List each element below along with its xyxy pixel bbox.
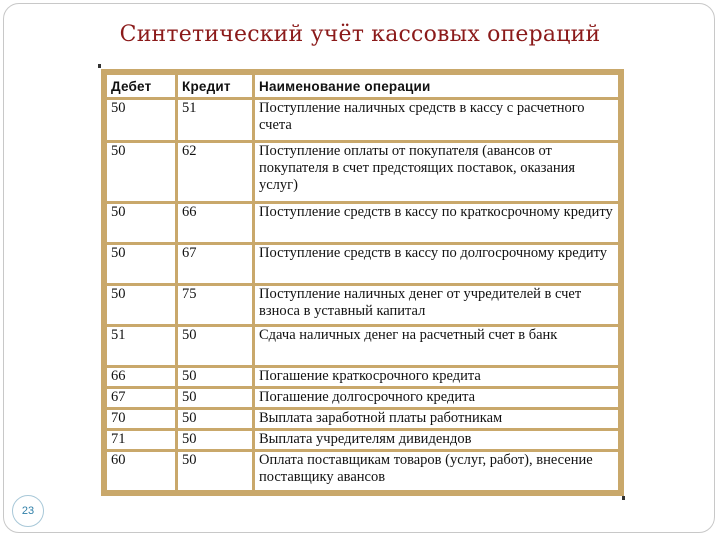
table-row (107, 389, 618, 407)
table-row (107, 245, 618, 283)
operations-table (104, 72, 621, 493)
page-number-badge: 23 (12, 495, 44, 527)
cell-debit: 67 (107, 389, 175, 407)
cell-debit: 50 (107, 143, 175, 201)
corner-tick-top-left (98, 64, 101, 68)
cell-operation-name: Погашение краткосрочного кредита (255, 368, 618, 386)
cell-credit: 50 (178, 368, 252, 386)
cell-operation-name: Оплата поставщикам товаров (услуг, работ), внесение поставщику авансов (255, 452, 618, 490)
cell-credit: 50 (178, 327, 252, 365)
cell-credit: 51 (178, 100, 252, 140)
cell-debit: 66 (107, 368, 175, 386)
cell-credit: 50 (178, 410, 252, 428)
header-credit: Кредит (178, 75, 252, 97)
slide-title: Синтетический учёт кассовых операций (119, 22, 601, 47)
table-row (107, 327, 618, 365)
table-row (107, 286, 618, 324)
table-header-row (107, 75, 618, 97)
cell-operation-name: Поступление оплаты от покупателя (авансов от покупателя в счет предстоящих поставок, оказания услуг) (255, 143, 618, 201)
table-row (107, 452, 618, 490)
cell-credit: 50 (178, 389, 252, 407)
table-row (107, 410, 618, 428)
cell-operation-name: Выплата учредителям дивидендов (255, 431, 618, 449)
operations-table-panel (101, 69, 624, 496)
cell-debit: 50 (107, 100, 175, 140)
cell-operation-name: Выплата заработной платы работникам (255, 410, 618, 428)
cell-operation-name: Поступление наличных денег от учредителей в счет взноса в уставный капитал (255, 286, 618, 324)
cell-operation-name: Поступление наличных средств в кассу с расчетного счета (255, 100, 618, 140)
cell-debit: 50 (107, 286, 175, 324)
cell-credit: 50 (178, 452, 252, 490)
header-operation-name: Наименование операции (255, 75, 618, 97)
cell-credit: 50 (178, 431, 252, 449)
cell-debit: 71 (107, 431, 175, 449)
cell-operation-name: Сдача наличных денег на расчетный счет в банк (255, 327, 618, 365)
table-row (107, 143, 618, 201)
cell-debit: 60 (107, 452, 175, 490)
table-row (107, 368, 618, 386)
cell-credit: 75 (178, 286, 252, 324)
cell-operation-name: Поступление средств в кассу по краткосрочному кредиту (255, 204, 618, 242)
table-row (107, 204, 618, 242)
corner-tick-bottom-right (622, 496, 625, 500)
cell-debit: 70 (107, 410, 175, 428)
cell-debit: 50 (107, 245, 175, 283)
cell-debit: 51 (107, 327, 175, 365)
cell-credit: 66 (178, 204, 252, 242)
cell-debit: 50 (107, 204, 175, 242)
table-row (107, 431, 618, 449)
cell-operation-name: Поступление средств в кассу по долгосрочному кредиту (255, 245, 618, 283)
cell-credit: 67 (178, 245, 252, 283)
header-debit: Дебет (107, 75, 175, 97)
cell-credit: 62 (178, 143, 252, 201)
table-row (107, 100, 618, 140)
cell-operation-name: Погашение долгосрочного кредита (255, 389, 618, 407)
